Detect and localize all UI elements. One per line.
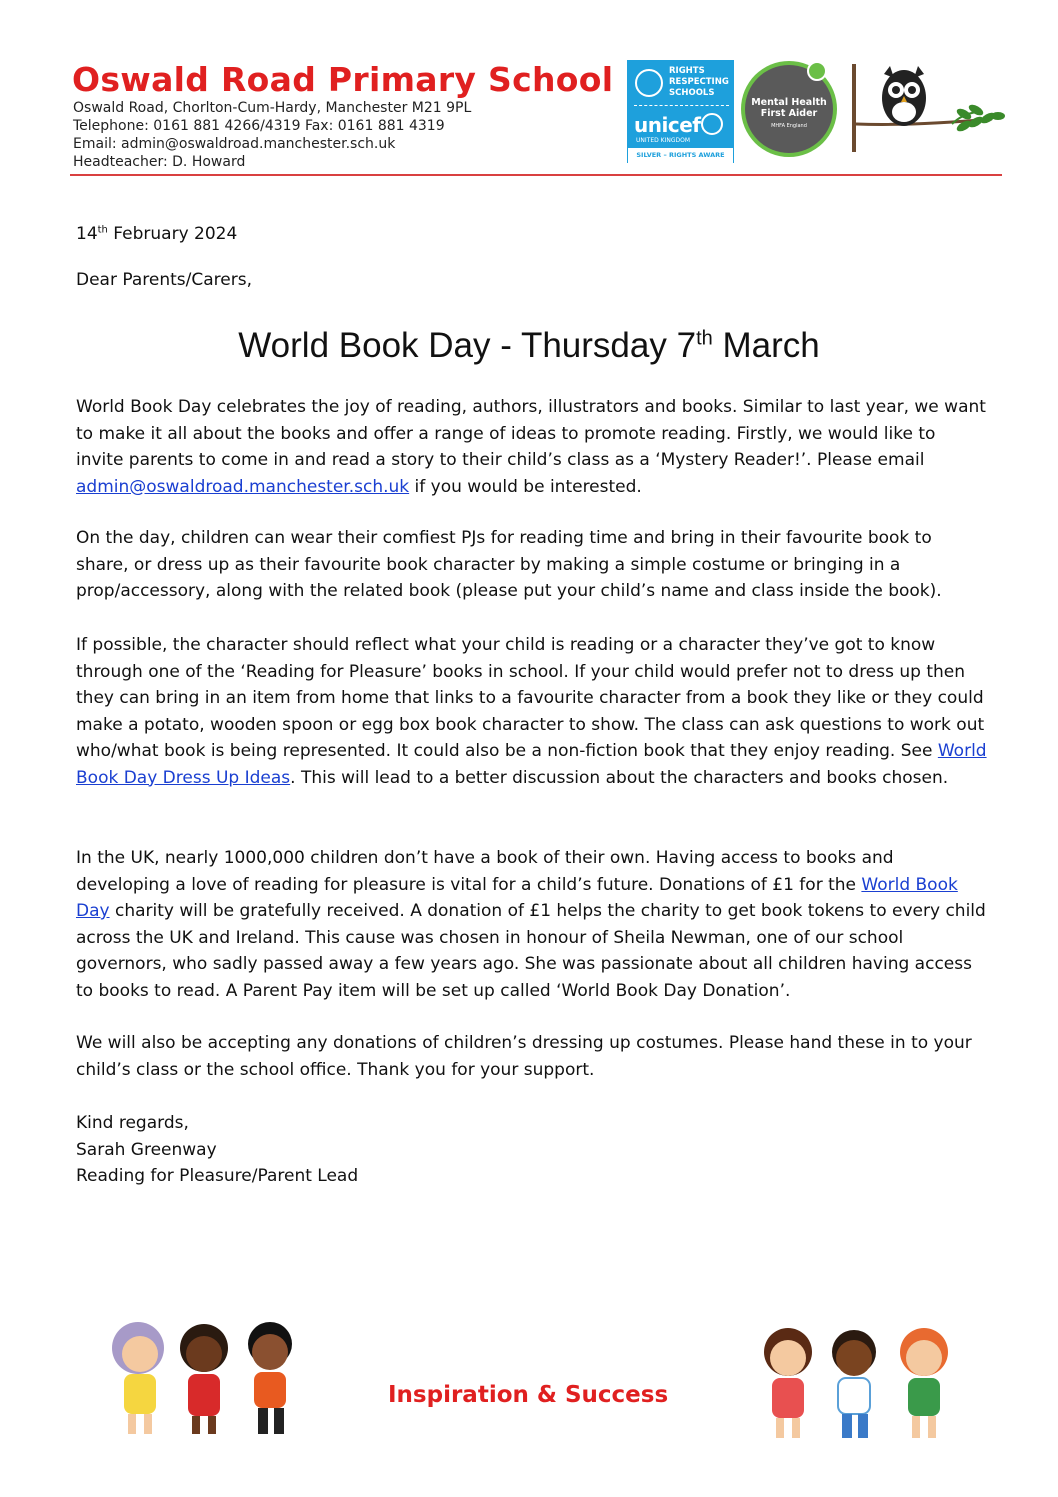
mhfa-leaf-icon xyxy=(807,61,827,81)
mhfa-sub: MHFA England xyxy=(771,123,807,129)
unicef-logo: unicef xyxy=(634,113,701,137)
letter-date: 14th February 2024 xyxy=(76,224,238,244)
signer-role: Reading for Pleasure/Parent Lead xyxy=(76,1166,359,1186)
unicef-rights-respecting-badge xyxy=(627,60,734,163)
closing-phrase: Kind regards, xyxy=(76,1113,189,1133)
rights-respecting-label: RIGHTS RESPECTING SCHOOLS xyxy=(669,66,729,98)
school-motto: Inspiration & Success xyxy=(388,1382,669,1408)
paragraph-donations: In the UK, nearly 1000,000 children don’t have a book of their own. Having access to books and developing a love of reading for pleasure is vital for a child’s future. Donations of £1 for the World Book Day charity will be gratefully received. A donation of £1 helps the charity to get book tokens to every child across the UK and Ireland. This cause was chosen in honour of Sheila Newman, one of our school governors, who sadly passed away a few years ago. She was passionate about all children having access to books to read. A Parent Pay item will be set up called ‘World Book Day Donation’. xyxy=(76,848,986,1001)
owl-on-branch-logo xyxy=(852,64,1007,154)
signer-name: Sarah Greenway xyxy=(76,1139,217,1160)
children-illustration-right xyxy=(748,1322,964,1444)
paragraph-costumes: We will also be accepting any donations of children’s dressing up costumes. Please hand these in to your child’s class or the school office. Thank you for your support. xyxy=(76,1033,972,1080)
admin-email-link[interactable]: admin@oswaldroad.manchester.sch.uk xyxy=(76,476,410,497)
unicef-globe-icon xyxy=(701,113,723,135)
letter-signoff xyxy=(76,1110,358,1190)
children-illustration-left xyxy=(98,1318,310,1440)
world-book-day-link[interactable]: World Book Day xyxy=(76,874,958,921)
school-email: Email: admin@oswaldroad.manchester.sch.uk xyxy=(73,136,396,152)
rights-respecting-icon xyxy=(635,69,663,97)
paragraph-dress-up: On the day, children can wear their comfiest PJs for reading time and bring in their favourite book to share, or dress up as their favourite book character by making a simple costume or bringing in a prop/accessory, along with the related book (please put your child’s name and class inside the book). xyxy=(76,528,942,601)
letter-title: World Book Day - Thursday 7th March xyxy=(238,326,820,365)
school-address: Oswald Road, Chorlton-Cum-Hardy, Manchester M21 9PL xyxy=(73,100,472,116)
mhfa-title: Mental Health First Aider xyxy=(751,97,827,119)
headteacher: Headteacher: D. Howard xyxy=(73,154,246,170)
salutation: Dear Parents/Carers, xyxy=(76,270,252,290)
school-name: Oswald Road Primary School xyxy=(72,60,614,99)
paragraph-intro: World Book Day celebrates the joy of reading, authors, illustrators and books. Similar to last year, we want to make it all about the books and offer a range of ideas to promote reading. Firstly, we would like to invite parents to come in and read a story to their child’s class as a ‘Mystery Reader!’. Please email admin@oswaldroad.manchester.sch.uk if you would be interested. xyxy=(76,397,986,497)
unicef-level: SILVER – RIGHTS AWARE xyxy=(628,148,733,163)
school-telephone: Telephone: 0161 881 4266/4319 Fax: 0161 881 4319 xyxy=(73,118,445,134)
paragraph-character: If possible, the character should reflect what your child is reading or a character they’ve got to know through one of the ‘Reading for Pleasure’ books in school. If your child would prefer not to dress up then they can bring in an item from home that links to a favourite character from a book they like or they could make a potato, wooden spoon or egg box book character to show. The class can ask questions to work out who/what book is being represented. It could also be a non-fiction book that they enjoy reading. See World Book Day Dress Up Ideas. This will lead to a better discussion about the characters and books chosen. xyxy=(76,635,987,788)
dress-up-ideas-link[interactable]: World Book Day Dress Up Ideas xyxy=(76,741,987,788)
unicef-country: UNITED KINGDOM xyxy=(636,137,690,144)
header-divider xyxy=(70,174,1002,176)
mental-health-first-aider-badge xyxy=(741,61,837,157)
